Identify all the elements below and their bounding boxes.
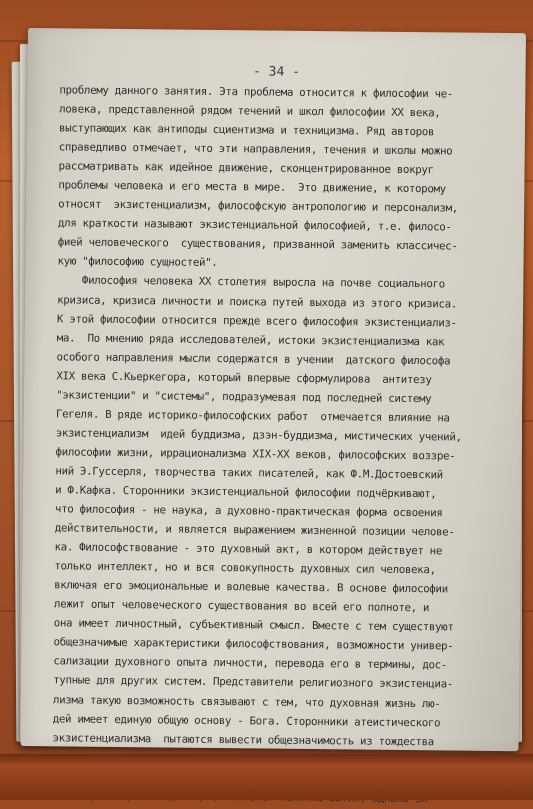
table-edge: [0, 754, 533, 800]
text-line: выступающих как антиподы сциентизма и техницизма. Ряд авторов: [58, 121, 435, 139]
text-line: кую "философию сущностей".: [57, 254, 218, 270]
text-line: дей имеет единую общую основу - Бога. Сторонники атеистического: [52, 711, 441, 729]
document-page: [20, 28, 525, 751]
text-line: лежит опыт человеческого существования во всей его полноте, и: [53, 597, 430, 615]
text-line: и Ф.Кафка. Сторонники экзистенциальной философии подчёркивают,: [55, 483, 437, 501]
text-line: экзистенциализм идей буддизма, дзэн-буддизма, мистических учений,: [55, 426, 462, 444]
text-line: ний Э.Гуссерля, творчества таких писателей, как Ф.М.Достоевский: [55, 464, 443, 482]
text-line: проблемы человека и его места в мире. Это движение, к которому: [58, 178, 446, 196]
text-line: для краткости называют экзистенциальной философией, т.е. филосо-: [57, 216, 452, 234]
text-line: экзистенциализма пытаются вывести общезначимость из тождества: [52, 730, 434, 748]
text-line: проблему данного занятия. Эта проблема относится к философии че-: [59, 83, 454, 101]
text-line: что философия - не наука, а духовно-практическая форма освоения: [54, 502, 443, 520]
text-line: Философия человека XX столетия выросла на почве социального: [57, 273, 445, 291]
text-line: фией человеческого существования, призванной заменить классичес-: [57, 235, 458, 253]
text-line: общезначимые характеристики философствования, возможности универ-: [53, 635, 454, 653]
text-line: сализации духовного опыта личности, перевода его в термины, дос-: [53, 654, 448, 672]
text-line: XIX века С.Кьеркегора, который впервые сформулирова антитезу: [56, 369, 432, 386]
text-line: "экзистенции" и "системы", подразумевая под последней систему: [56, 388, 432, 405]
text-line: справедливо отмечает, что эти направления, течения и школы можно: [58, 140, 453, 158]
text-line: она имеет личностный, субъективный смысл. Вместе с тем существуют: [53, 616, 454, 634]
text-line: Гегеля. В ряде историко-философских работ отмечается влияние на: [55, 407, 450, 425]
text-line: ловека, представленной рядом течений и школ философии XX века,: [59, 102, 441, 120]
page-number: - 34 -: [252, 64, 301, 80]
text-line: только интеллект, но и вся совокупность духовных сил человека,: [54, 559, 436, 577]
text-line: кризиса, кризиса личности и поиска путей выхода из этого кризиса.: [57, 292, 457, 311]
text-line: тупные для других систем. Представители религиозного экзистенциа-: [53, 673, 453, 691]
text-line: лизма такую возможность связывают с тем, что духовная жизнь лю-: [52, 692, 441, 710]
text-line: К этой философии относится прежде всего философия экзистенциализ-: [56, 311, 457, 330]
text-line: особого направления мысли содержатся в учении датского философа: [56, 349, 451, 368]
text-line: философии жизни, иррационализма XIX-XX веков, философских воззре-: [55, 445, 456, 463]
text-line: относят экзистенциализм, философскую антропологию и персонализм,: [58, 197, 458, 215]
text-line: ка. Философствование - это духовный акт, в котором действует не: [54, 540, 443, 558]
text-line: рассматривать как идейное движение, сконцентрированное вокруг: [58, 159, 434, 177]
body-text: [52, 80, 500, 808]
text-line: ма. По мнению ряда исследователей, истоки экзистенциализма как: [56, 330, 445, 348]
text-line: действительности, и является выражением жизненной позиции челове-: [54, 521, 455, 539]
text-line: включая его эмоциональные и волевые качества. В основе философии: [54, 578, 448, 596]
